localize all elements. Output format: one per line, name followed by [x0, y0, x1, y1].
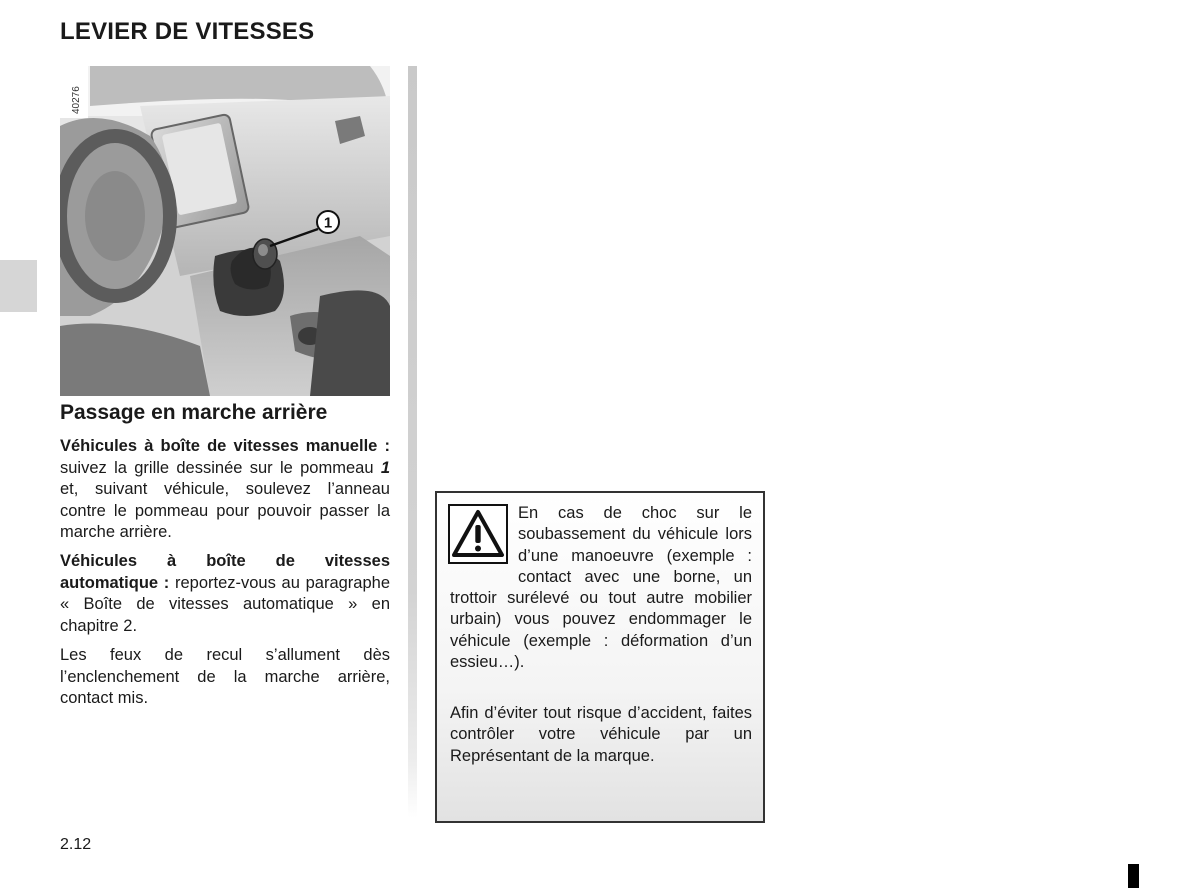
manual-gearbox-paragraph: Véhicules à boîte de vitesses manuelle : suivez la grille dessinée sur le pommeau 1 et, suivant véhicule, soulevez l’anneau contre le pommeau pour pouvoir passer la marche arrière.	[60, 437, 390, 541]
automatic-gearbox-paragraph: Véhicules à boîte de vitesses automatique : reportez-vous au paragraphe « Boîte de vitesses automatique » en chapitre 2.	[60, 552, 390, 635]
page-title: LEVIER DE VITESSES	[60, 18, 315, 45]
warning-paragraph-2: Afin d’éviter tout risque d’accident, faites contrôler votre véhicule par un Représentant de la marque.	[450, 704, 752, 765]
callout-number: 1	[323, 214, 333, 232]
reference-code: 40276	[71, 86, 82, 114]
gear-lever-illustration	[60, 66, 390, 396]
section-heading: Passage en marche arrière	[60, 401, 328, 424]
column-divider	[408, 66, 417, 818]
warning-box	[435, 491, 765, 823]
corner-mark	[1128, 864, 1139, 888]
reversing-lights-paragraph: Les feux de recul s’allument dès l’enclenchement de la marche arrière, contact mis.	[60, 646, 390, 707]
chapter-tab	[0, 260, 37, 312]
page-number: 2.12	[60, 836, 92, 853]
warning-paragraph-1: En cas de choc sur le soubassement du véhicule lors d’une manoeuvre (exemple : contact avec une borne, un trottoir surélevé ou tout autre mobilier urbain) vous pouvez endommager le véhicule (exemple : déformation d’un essieu…).	[450, 504, 752, 672]
